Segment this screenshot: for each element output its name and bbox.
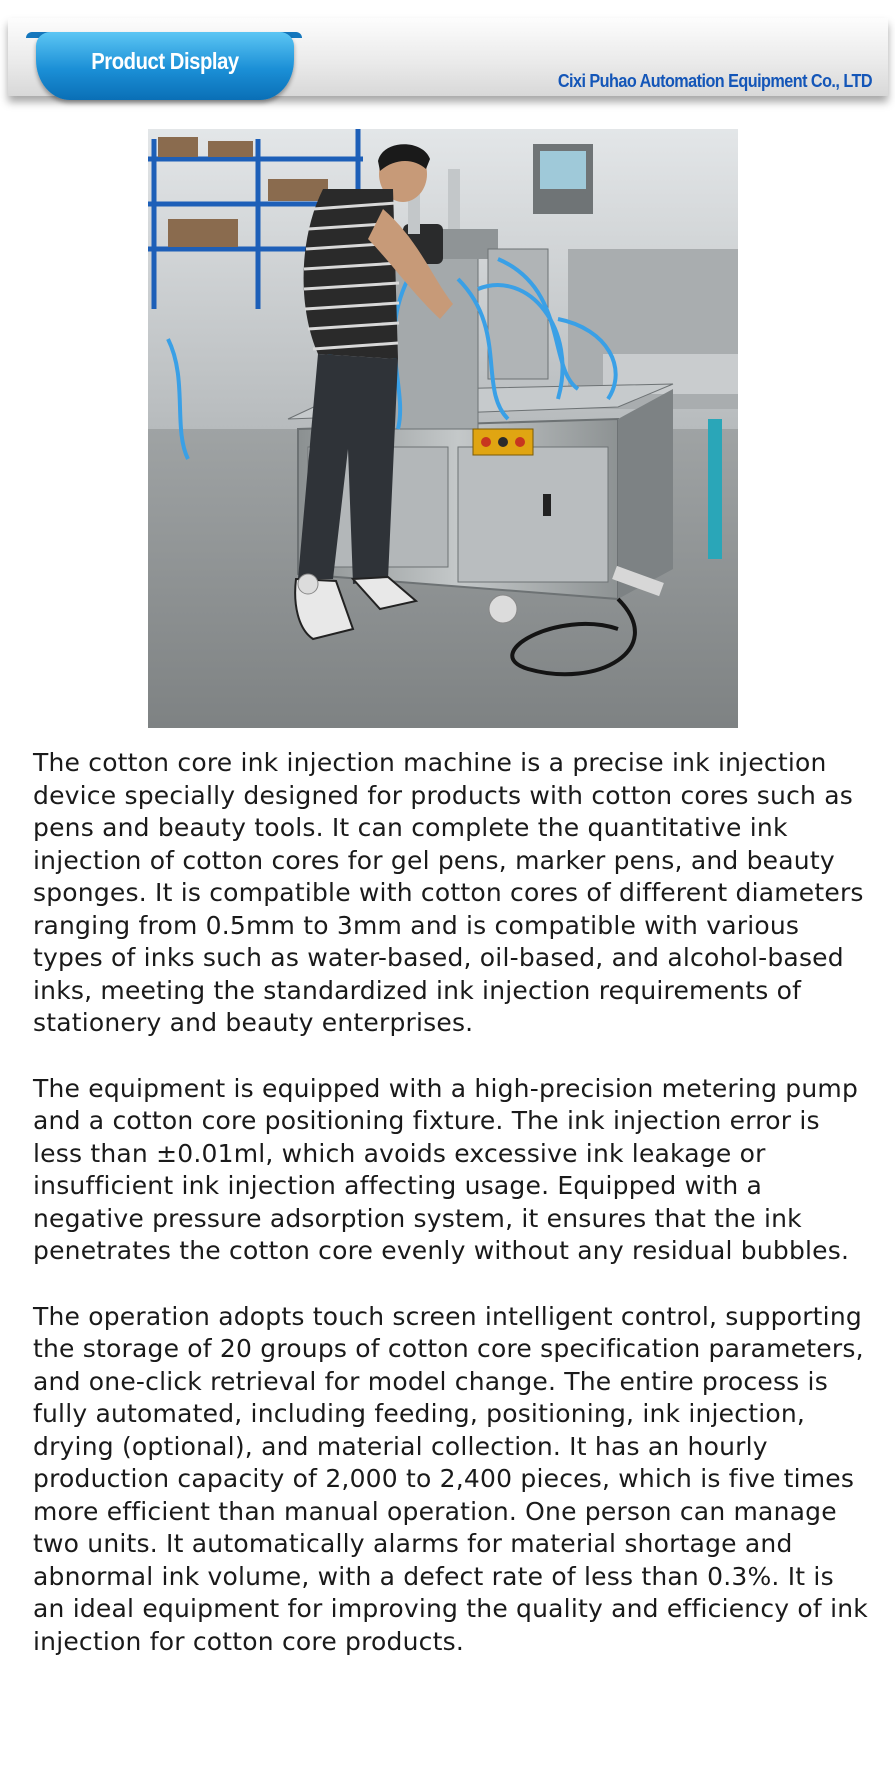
header-banner bbox=[8, 18, 888, 96]
machine-photo bbox=[148, 129, 738, 728]
paragraph-1: The cotton core ink injection machine is a precise ink injection device specially designed for products with cotton cores such as pens and beauty tools. It can complete the quantitative ink injection of cotton cores for gel pens, marker pens, and beauty sponges. It is compatible with cotton cores of different diameters ranging from 0.5mm to 3mm and is compatible with various types of inks such as water-based, oil-based, and alcohol-based inks, meeting the standardized ink injection requirements of stationery and beauty enterprises. bbox=[33, 748, 864, 1037]
description bbox=[33, 747, 873, 1691]
machine-photo-illustration bbox=[148, 129, 738, 728]
paragraph-2: The equipment is equipped with a high-precision metering pump and a cotton core positioning fixture. The ink injection error is less than ±0.01ml, which avoids excessive ink leakage or insufficient ink injection affecting usage. Equipped with a negative pressure adsorption system, it ensures that the ink penetrates the cotton core evenly without any residual bubbles. bbox=[33, 1073, 859, 1265]
company-name: Cixi Puhao Automation Equipment Co., LTD bbox=[557, 71, 872, 91]
tab-title: Product Display bbox=[91, 48, 239, 74]
paragraph-3: The operation adopts touch screen intelligent control, supporting the storage of 20 groups of cotton core specification parameters, and one-click retrieval for model change. The entire process is fully automated, including feeding, positioning, ink injection, drying (optional), and material collection. It has an hourly production capacity of 2,000 to 2,400 pieces, which is five times more efficient than manual operation. One person can manage two units. It automatically alarms for material shortage and abnormal ink volume, with a defect rate of less than 0.3%. It is an ideal equipment for improving the quality and efficiency of ink injection for cotton core products. bbox=[33, 1301, 868, 1656]
